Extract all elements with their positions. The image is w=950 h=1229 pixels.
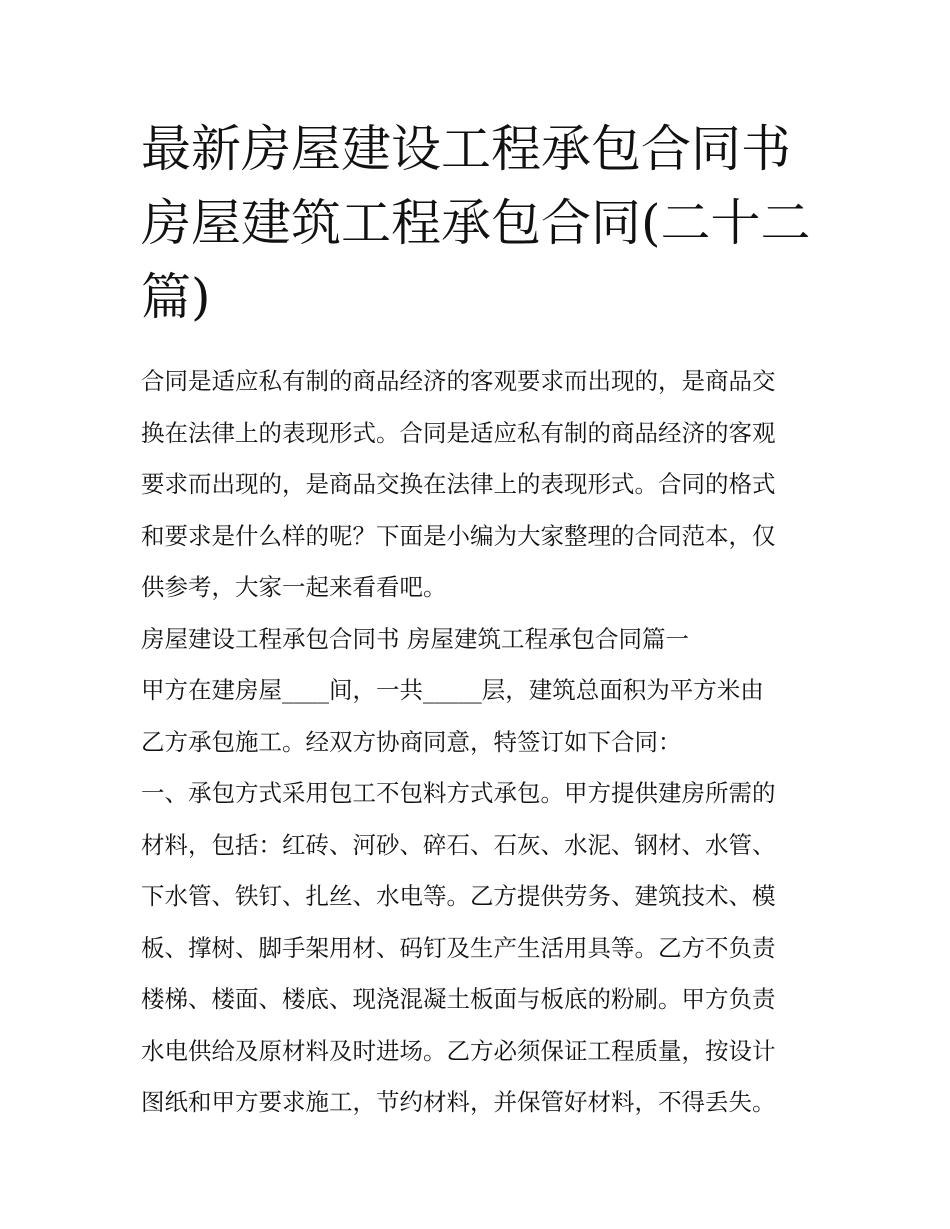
contract-line: 乙方承包施工。经双方协商同意，特签订如下合同：	[141, 727, 682, 756]
section-heading: 房屋建设工程承包合同书 房屋建筑工程承包合同篇一	[141, 624, 689, 653]
intro-line: 供参考，大家一起来看看吧。	[141, 573, 447, 601]
clause-line: 水电供给及原材料及时进场。乙方必须保证工程质量，按设计	[141, 1036, 776, 1065]
clause-line: 一、承包方式采用包工不包料方式承包。甲方提供建房所需的	[141, 779, 776, 807]
intro-line: 换在法律上的表现形式。合同是适应私有制的商品经济的客观	[141, 418, 776, 447]
clause-line: 楼梯、楼面、楼底、现浇混凝土板面与板底的粉刷。甲方负责	[141, 985, 776, 1013]
title-line: 房屋建筑工程承包合同(二十二	[141, 194, 811, 252]
intro-line: 和要求是什么样的呢？下面是小编为大家整理的合同范本，仅	[141, 521, 776, 550]
clause-line: 下水管、铁钉、扎丝、水电等。乙方提供劳务、建筑技术、模	[141, 882, 776, 910]
clause-line: 板、撑树、脚手架用材、码钉及生产生活用具等。乙方不负责	[141, 933, 776, 962]
intro-line: 合同是适应私有制的商品经济的客观要求而出现的，是商品交	[141, 367, 776, 395]
document-title	[141, 112, 821, 334]
clause-line: 材料，包括：红砖、河砂、碎石、石灰、水泥、钢材、水管、	[141, 830, 776, 859]
intro-line: 要求而出现的，是商品交换在法律上的表现形式。合同的格式	[141, 470, 776, 498]
clause-line: 图纸和甲方要求施工，节约材料，并保管好材料，不得丢失。	[141, 1088, 776, 1116]
document-body	[141, 356, 821, 1129]
title-line: 篇)	[141, 268, 211, 326]
contract-line: 甲方在建房屋____间，一共_____层，建筑总面积为平方米由	[141, 676, 764, 704]
title-line: 最新房屋建设工程承包合同书	[141, 120, 791, 178]
